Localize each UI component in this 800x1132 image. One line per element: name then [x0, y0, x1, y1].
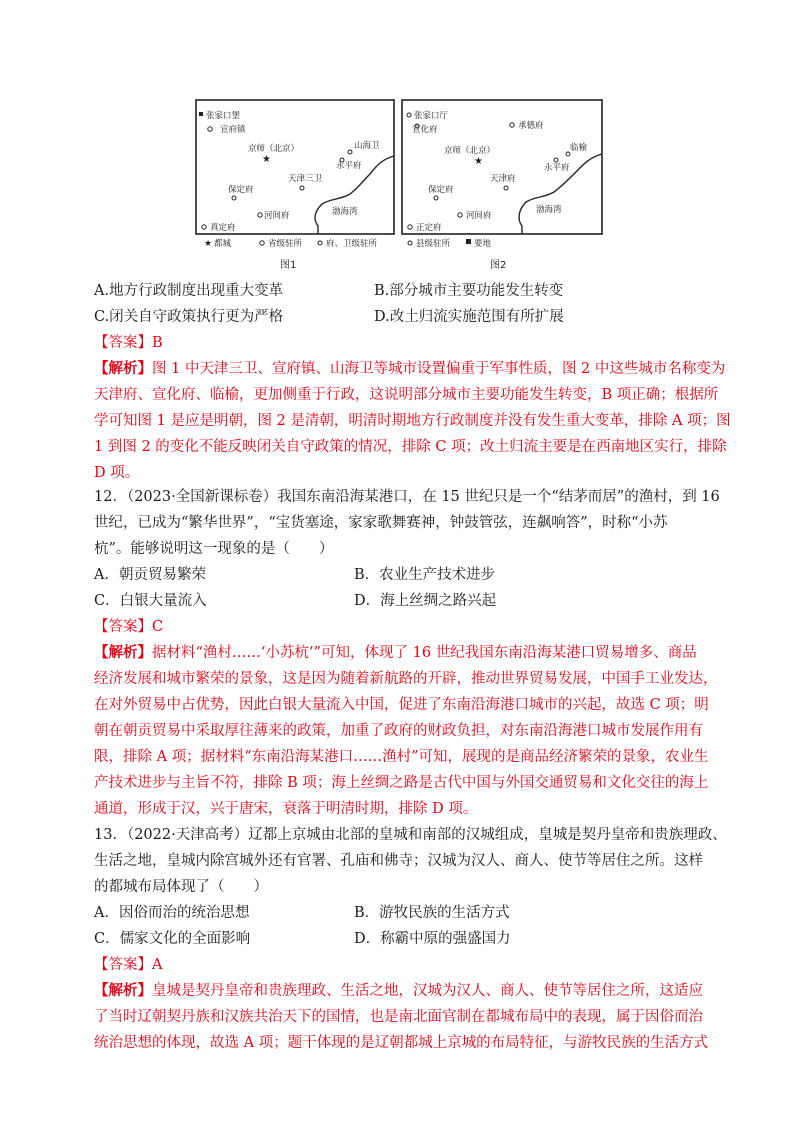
q12-option-b: B．农业生产技术进步 [354, 567, 496, 583]
map2-place-7: 保定府 [428, 185, 454, 195]
q12-analysis-line-6: 产技术进步与主旨不符，排除 B 项；海上丝绸之路是古代中国与外国交通贸易和文化交往的海上 [94, 775, 709, 791]
q11-analysis-line-5: D 项。 [94, 465, 140, 481]
map1-place-3: 山海卫 [354, 141, 380, 151]
q12-answer: 【答案】C [94, 619, 164, 635]
q12-analysis-line-4: 朝在朝贡贸易中采取厚往薄来的政策，加重了政府的财政负担，对东南沿海港口城市发展作用有 [94, 723, 703, 739]
q12-analysis-line-3: 在对外贸易中占优势，因此白银大量流入中国，促进了东南沿海港口城市的兴起，故选 C 项；明 [94, 697, 709, 713]
map2-legend-1: 要地 [474, 239, 492, 249]
map1-legend-2: 府、卫级驻所 [326, 239, 378, 249]
q11-analysis-line-4: 1 到图 2 的变化不能反映闭关自守政策的情况，排除 C 项；改土归流主要是在西南地区实行，排除 [94, 439, 727, 455]
map1-legend-1: 省级驻所 [268, 239, 303, 249]
map2-place-0: 张家口厅 [414, 111, 449, 121]
map1-place-4: 永平府 [336, 161, 362, 171]
svg-text:★: ★ [474, 156, 483, 167]
q11-option-b: B.部分城市主要功能发生转变 [374, 283, 564, 299]
q11-option-d: D.改土归流实施范围有所扩展 [374, 309, 564, 325]
map1-place-2: 京师（北京） [248, 144, 300, 154]
map2-place-9: 河间府 [466, 211, 492, 221]
q11-analysis-label: 【解析】 [94, 360, 152, 377]
q13-option-d: D．称霸中原的强盛国力 [354, 931, 511, 947]
svg-text:★: ★ [204, 239, 213, 249]
q12-stem-line-1: 12．（2023·全国新课标卷）我国东南沿海某港口，在 15 世纪只是一个“结茅而居”的渔村，到 16 [94, 489, 720, 505]
map1-legend-0: 都城 [214, 239, 232, 249]
q13-option-c: C．儒家文化的全面影响 [94, 931, 251, 947]
map1-place-6: 保定府 [228, 185, 254, 195]
q12-analysis-label: 【解析】 [94, 644, 152, 661]
map1-caption: 图1 [280, 260, 297, 271]
map1-place-7: 渤海湾 [332, 207, 358, 217]
q11-analysis-line-2: 天津府、宣化府、临榆，更加侧重于行政，这说明部分城市主要功能发生转变，B 项正确；根据所 [94, 387, 719, 403]
map2-place-4: 京师（北京） [444, 146, 496, 156]
q13-stem-line-1: 13．（2022·天津高考）辽都上京城由北部的皇城和南部的汉城组成，皇城是契丹皇帝和贵族理政、 [94, 827, 727, 843]
q13-answer: 【答案】A [94, 957, 163, 973]
map2-place-10: 正定府 [416, 223, 442, 233]
map2-place-3: 临榆 [570, 143, 588, 153]
q13-stem-line-2: 生活之地，皇城内除宫城外还有官署、孔庙和佛寺；汉城为汉人、商人、使节等居住之所。这样 [94, 853, 703, 869]
q12-analysis-line-7: 通道，形成于汉，兴于唐宋，衰落于明清时期，排除 D 项。 [94, 801, 478, 817]
map1-place-1: 宣府镇 [220, 125, 246, 135]
map2-caption: 图2 [490, 260, 507, 271]
map-1 [196, 100, 394, 271]
q11-option-c: C.闭关自守政策执行更为严格 [94, 309, 284, 325]
q13-stem-line-3: 的都城布局体现了（ ） [94, 879, 268, 895]
q13-analysis-line-1: 【解析】皇城是契丹皇帝和贵族理政、生活之地，汉城为汉人、商人、使节等居住之所，这适应 [94, 982, 703, 999]
map1-place-5: 天津三卫 [288, 174, 323, 184]
q12-option-c: C．白银大量流入 [94, 593, 207, 609]
map2-place-5: 永平府 [544, 163, 570, 173]
map2-place-6: 天津府 [490, 174, 516, 184]
q12-analysis-line-1: 【解析】据材料“渔村……‘小苏杭’”可知，体现了 16 世纪我国东南沿海某港口贸易增多、商品 [94, 644, 697, 661]
q13-analysis-line-2: 了当时辽朝契丹族和汉族共治天下的国情，也是南北面官制在都城布局中的表现，属于因俗而治 [94, 1009, 703, 1025]
map1-place-8: 河间府 [264, 211, 290, 221]
q12-option-d: D．海上丝绸之路兴起 [354, 593, 497, 609]
map2-place-1: 宣化府 [412, 125, 438, 135]
map1-place-9: 真定府 [210, 223, 236, 233]
q11-option-a: A.地方行政制度出现重大变革 [94, 283, 284, 299]
q12-stem-line-2: 世纪，已成为“繁华世界”，“宝货塞途，家家歌舞赛神，钟鼓管弦，连飙响答”，时称“小苏 [94, 515, 668, 531]
q12-analysis-line-2: 经济发展和城市繁荣的景象，这是因为随着新航路的开辟，推动世界贸易发展，中国手工业发达， [94, 671, 718, 687]
map2-legend-0: 县级驻所 [416, 239, 451, 249]
map-figure [190, 96, 610, 276]
q11-analysis-line-1: 【解析】图 1 中天津三卫、宣府镇、山海卫等城市设置偏重于军事性质，图 2 中这些城市名称变为 [94, 360, 726, 377]
q13-option-b: B．游牧民族的生活方式 [354, 905, 510, 921]
map-2 [402, 100, 602, 271]
q13-option-a: A．因俗而治的统治思想 [94, 905, 250, 921]
q12-option-a: A．朝贡贸易繁荣 [94, 567, 206, 583]
q13-analysis-line-3: 统治思想的体现，故选 A 项；题干体现的是辽朝都城上京城的布局特征，与游牧民族的生活方式 [94, 1035, 709, 1051]
map1-place-0: 张家口堡 [206, 111, 241, 121]
q13-analysis-label: 【解析】 [94, 982, 152, 999]
map2-place-2: 承德府 [518, 121, 544, 131]
svg-text:★: ★ [262, 154, 271, 165]
q12-analysis-line-5: 限，排除 A 项；据材料“东南沿海某港口……渔村”可知，展现的是商品经济繁荣的景象，农业生 [94, 749, 709, 765]
q11-answer: 【答案】B [94, 335, 163, 351]
q11-analysis-line-3: 学可知图 1 是应是明朝，图 2 是清朝，明清时期地方行政制度并没有发生重大变革，排除 A 项；图 [94, 413, 731, 429]
map2-place-8: 渤海湾 [536, 205, 562, 215]
q12-stem-line-3: 杭”。能够说明这一现象的是（ ） [94, 541, 334, 557]
